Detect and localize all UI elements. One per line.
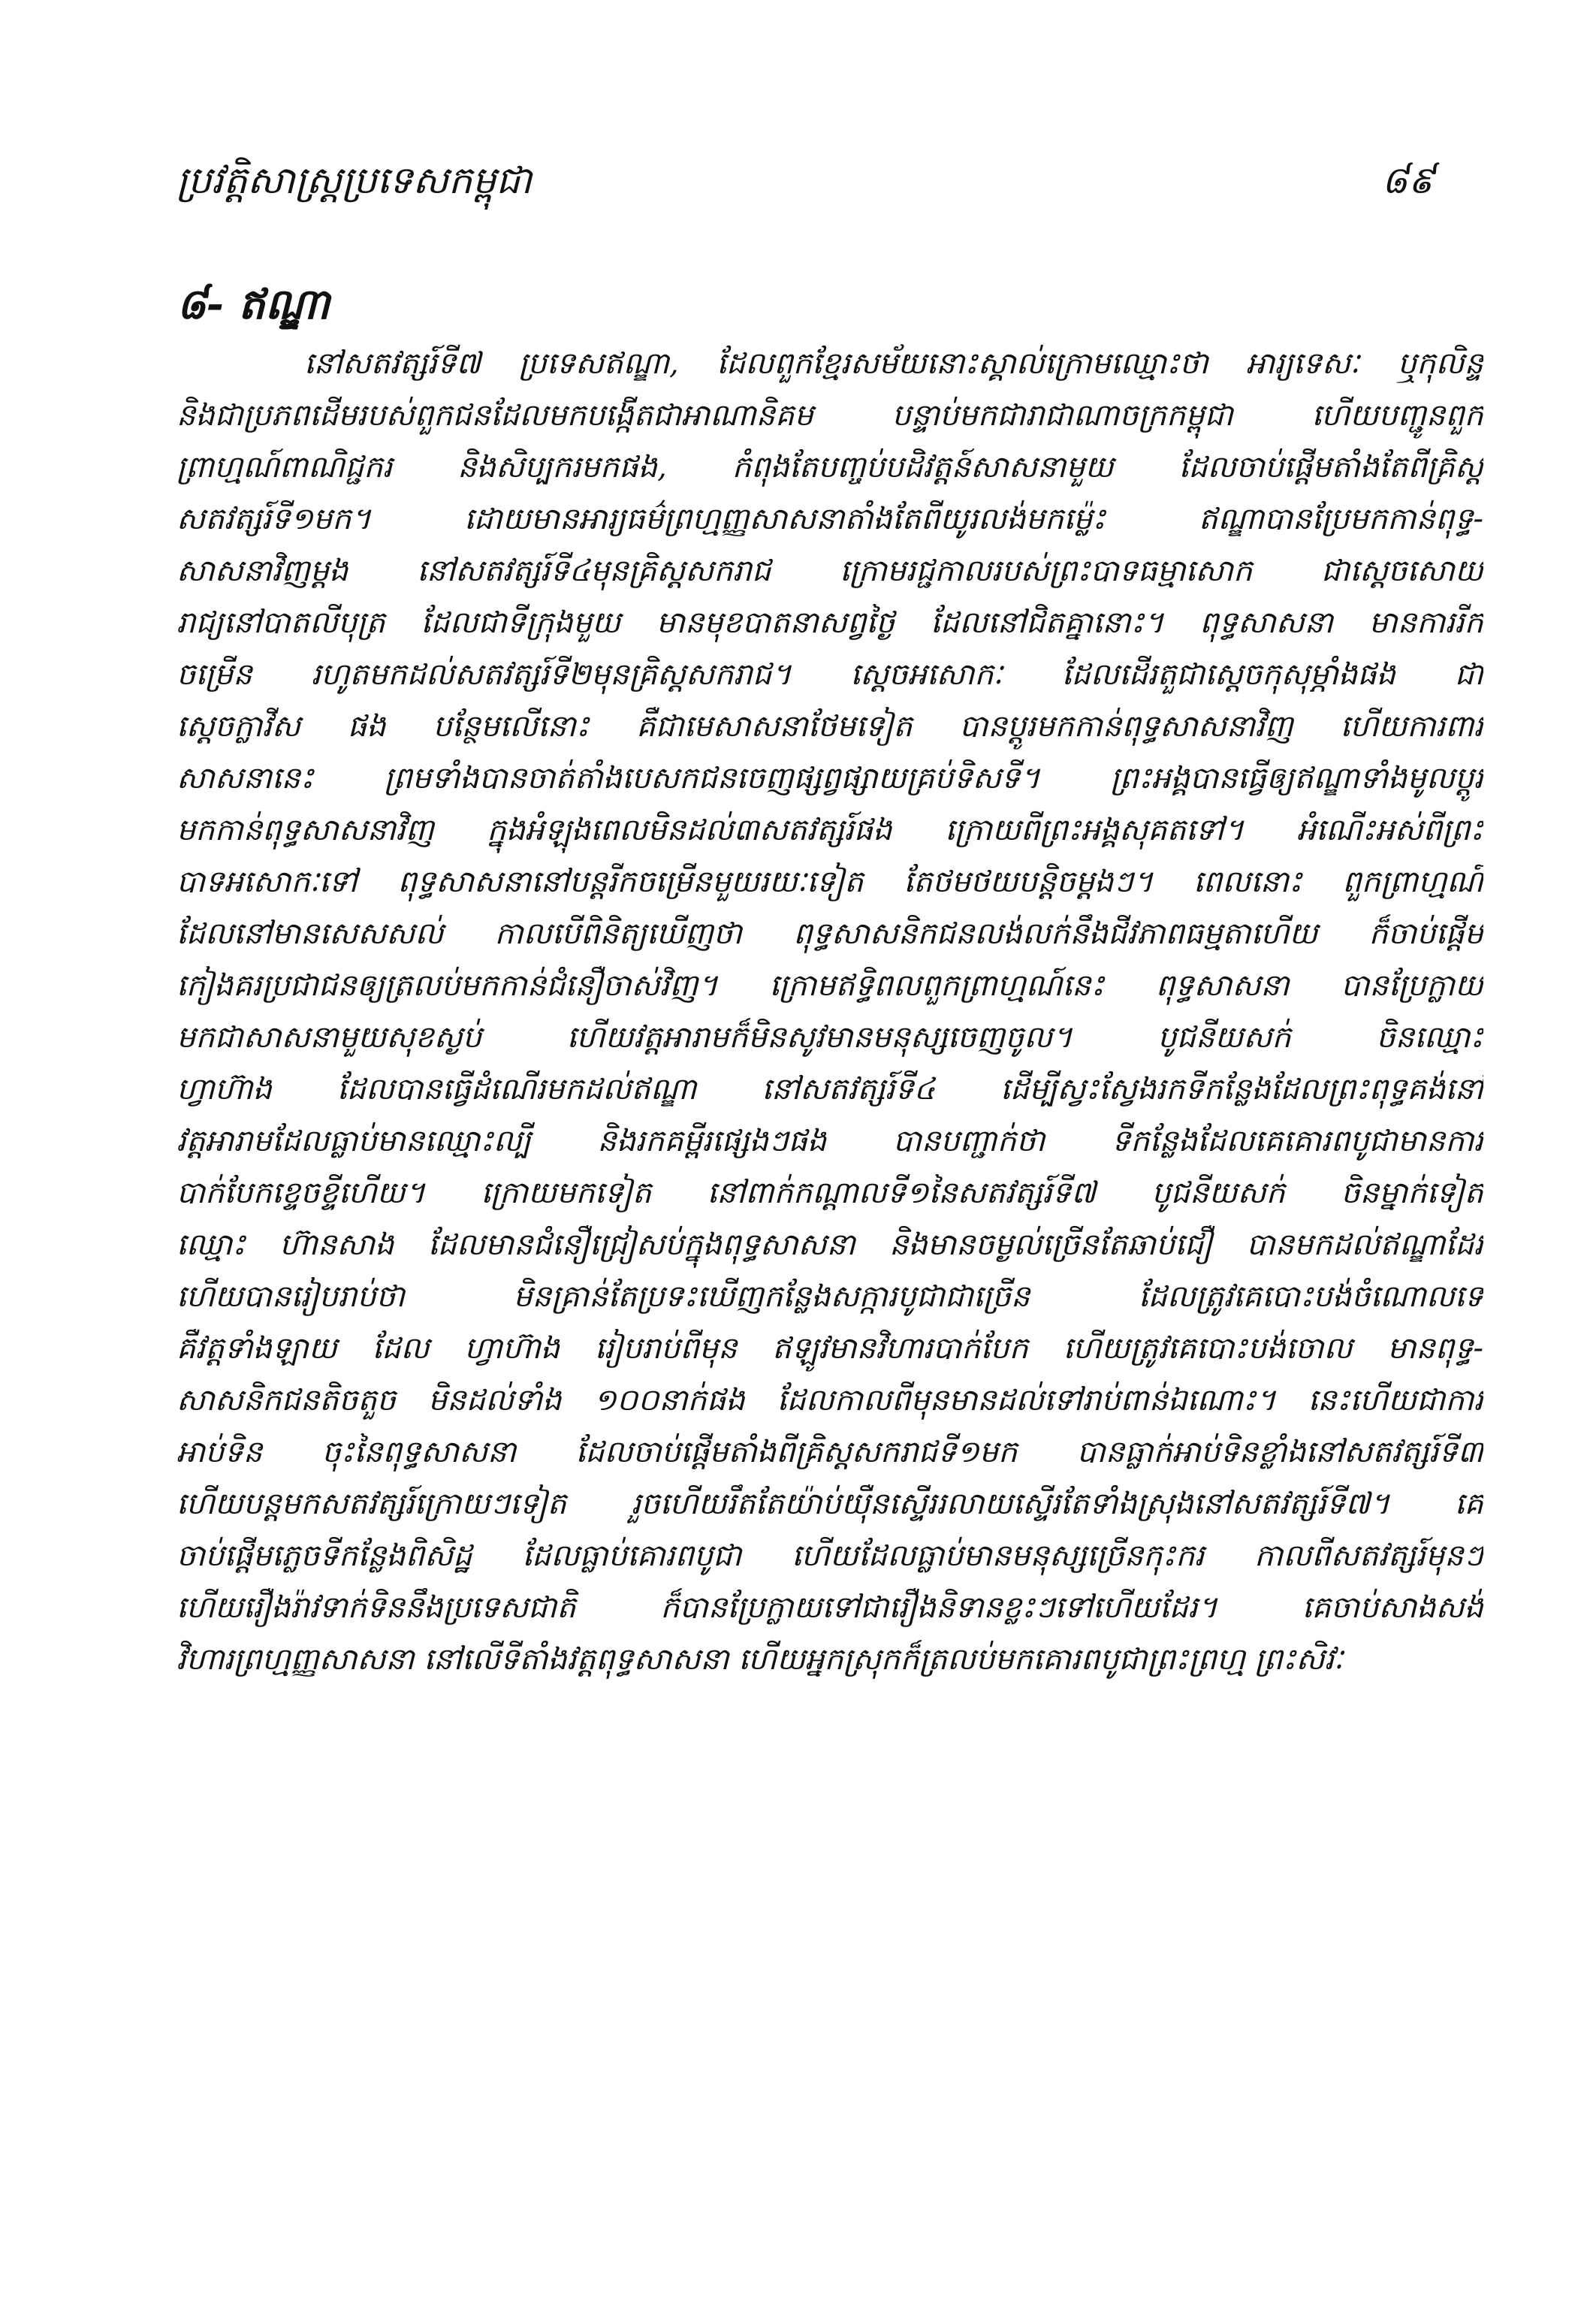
body-line: ព្រាហ្មណ៍ពាណិជ្ជករ និងសិប្បករមកផង, កំពុងតែបញ្ចប់បដិវត្តន៍សាសនាមួយ ដែលចាប់ផ្ដើមតាំងតែពីគ្រិស្ត: [176, 450, 1483, 485]
body-line: ស្ដេចក្លាវីស ផង បន្ថែមលើនោះ គឺជាមេសាសនាថែមទៀត បានប្ដូរមកកាន់ពុទ្ធសាសនាវិញ ហើយការពារ: [176, 709, 1483, 744]
body-line: សាសនិកជនតិចតួច មិនដល់ទាំង ១០០នាក់ផង ដែលកាលពីមុនមានដល់ទៅរាប់ពាន់ឯណោះ។ នេះហើយជាការ: [176, 1383, 1483, 1418]
body-line: មកកាន់ពុទ្ធសាសនាវិញ ក្នុងអំឡុងពេលមិនដល់៣សតវត្សរ៍ផង ក្រោយពីព្រះអង្គសុគតទៅ។ អំណើះអស់ពីព្រះ: [176, 813, 1483, 847]
body-line: ចាប់ផ្ដើមភ្លេចទីកន្លែងពិសិដ្ឋ ដែលធ្លាប់គោរពបូជា ហើយដែលធ្លាប់មានមនុស្សច្រើនកុះករ កាលពីសតវត្សរ៍មុនៗ: [176, 1539, 1483, 1573]
body-line: ដែលនៅមានសេសសល់ កាលបើពិនិត្យឃើញថា ពុទ្ធសាសនិកជនលង់លក់នឹងជីវភាពធម្មតាហើយ ក៏ចាប់ផ្ដើម: [176, 916, 1483, 951]
body-line: នៅសតវត្សរ៍ទី៧ ប្រទេសឥណ្ឌា, ដែលពួកខ្មែរសម័យនោះស្គាល់ក្រោមឈ្មោះថា អារ្យទេសៈ ឬកុលិន្ទ: [304, 346, 1483, 381]
body-line: មកជាសាសនាមួយសុខស្ងប់ ហើយវត្តអារាមក៏មិនសូវមានមនុស្សចេញចូល។ បូជនីយសក់ ចិនឈ្មោះ: [176, 1020, 1483, 1055]
body-line: សតវត្សរ៍ទី១មក។ ដោយមានអារ្យធម៌ព្រហ្មញ្ញសាសនាតាំងតែពីយូរលង់មកម៉្លេះ ឥណ្ឌាបានប្រែមកកាន់ពុទ្ធ-: [176, 502, 1483, 536]
body-line: ហើយបន្តមកសតវត្សរ៍ក្រោយៗទៀត រួចហើយរឹតតែយ៉ាប់យ៉ឺនស្ទើររលាយស្ទើរតែទាំងស្រុងនៅសតវត្សរ៍ទី៧។ គេ: [176, 1487, 1483, 1521]
body-line: សាសនាវិញម្ដង នៅសតវត្សរ៍ទី៤មុនគ្រិស្តសករាជ ក្រោមរជ្ជកាលរបស់ព្រះបាទធម្មាសោក ជាស្ដេចសោយ: [176, 554, 1483, 588]
body-line: ឈ្មោះ ហ៊ានសាង ដែលមានជំនឿជ្រៀសប់ក្នុងពុទ្ធសាសនា និងមានចម្ងល់ច្រើនតែឆាប់ជឿ បានមកដល់ឥណ្ឌាដែរ: [176, 1227, 1483, 1262]
body-line: ហ្វាហ៊ាង ដែលបានធ្វើដំណើរមកដល់ឥណ្ឌា នៅសតវត្សរ៍ទី៤ ដើម្បីស្វះស្វែងរកទីកន្លែងដែលព្រះពុទ្ធគង់នៅ: [176, 1072, 1483, 1107]
body-line: កៀងគរប្រជាជនឲ្យត្រលប់មកកាន់ជំនឿចាស់វិញ។ ក្រោមឥទ្ធិពលពួកព្រាហ្មណ៍នេះ ពុទ្ធសាសនា បានប្រែក្លាយ: [176, 968, 1483, 1003]
running-header: [176, 150, 1435, 210]
body-line: បាទអសោកៈទៅ ពុទ្ធសាសនានៅបន្តរីកចម្រើនមួយរយៈទៀត តែថមថយបន្តិចម្ដងៗ។ ពេលនោះ ពួកព្រាហ្មណ៍: [176, 865, 1483, 899]
body-line: វិហារព្រហ្មញ្ញសាសនា នៅលើទីតាំងវត្តពុទ្ធសាសនា ហើយអ្នកស្រុកក៏ត្រលប់មកគោរពបូជាព្រះព្រហ្ម ព្រះសិវៈ: [176, 1642, 1344, 1677]
body-line: ចម្រើន រហូតមកដល់សតវត្សរ៍ទី២មុនគ្រិស្តសករាជ។ ស្ដេចអសោកៈ ដែលដើរតួជាស្ដេចកុសុម្ភាំងផង ជា: [176, 657, 1483, 692]
body-line: ហើយបានរៀបរាប់ថា មិនគ្រាន់តែប្រទះឃើញកន្លែងសក្ការបូជាជាច្រើន ដែលត្រូវគេបោះបង់ចំណោលទេ: [176, 1279, 1483, 1314]
body-line: អាប់ទិន ចុះនៃពុទ្ធសាសនា ដែលចាប់ផ្ដើមតាំងពីគ្រិស្តសករាជទី១មក បានធ្លាក់អាប់ទិនខ្លាំងនៅសតវត្សរ៍ទី៣: [176, 1435, 1483, 1469]
body-line: រាជ្យនៅបាតលីបុត្រ ដែលជាទីក្រុងមួយ មានមុខបាតនាសព្វថ្ងៃ ដែលនៅជិតគ្នានោះ។ ពុទ្ធសាសនា មានការរីក: [176, 605, 1483, 640]
body-line: គឺវត្តទាំងឡាយ ដែល ហ្វាហ៊ាង រៀបរាប់ពីមុន ឥឡូវមានវិហារបាក់បែក ហើយត្រូវគេបោះបង់ចោល មានពុទ្ធ-: [176, 1331, 1483, 1366]
page-number: ៨៩: [1381, 159, 1435, 202]
section-heading: ៨- ឥណ្ឌា: [176, 279, 330, 329]
body-line: និងជាប្រភពដើមរបស់ពួកជនដែលមកបង្កើតជាអាណានិគម បន្ទាប់មកជារាជាណាចក្រកម្ពុជា ហើយបញ្ជូនពួក: [176, 398, 1483, 433]
body-line: បាក់បែកខ្ទេចខ្ទីហើយ។ ក្រោយមកទៀត នៅពាក់កណ្ដាលទី១នៃសតវត្សរ៍ទី៧ បូជនីយសក់ ចិនម្នាក់ទៀត: [176, 1176, 1483, 1210]
body-paragraph: [176, 338, 1483, 2261]
body-line: ហើយរឿងរ៉ាវទាក់ទិននឹងប្រទេសជាតិ ក៏បានប្រែក្លាយទៅជារឿងនិទានខ្លះៗទៅហើយដែរ។ គេចាប់សាងសង់: [176, 1590, 1483, 1625]
body-line: សាសនានេះ ព្រមទាំងបានចាត់តាំងបេសកជនចេញផ្សព្វផ្សាយគ្រប់ទិសទី។ ព្រះអង្គបានធ្វើឲ្យឥណ្ឌាទាំងមូលប្ដូរ: [176, 761, 1483, 796]
body-line: វត្តអារាមដែលធ្លាប់មានឈ្មោះល្បី និងរកគម្ពីរផ្សេងៗផង បានបញ្ជាក់ថា ទីកន្លែងដែលគេគោរពបូជាមានការ: [176, 1124, 1483, 1158]
book-title: ប្រវត្តិសាស្ត្រប្រទេសកម្ពុជា: [176, 159, 533, 202]
